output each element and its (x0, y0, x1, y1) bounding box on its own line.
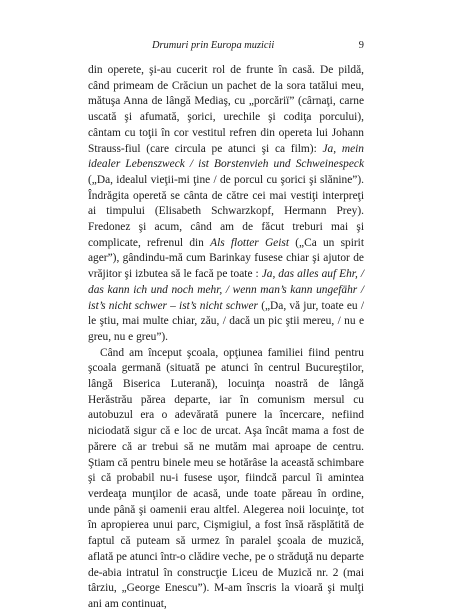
italic-quote: Ja, das alles auf Ehr, / das kann ich und noch mehr, / wenn man’s kann ungefähr / ist’s nicht schwer – ist’s nicht schwer (88, 268, 364, 312)
text-run: Când am început şcoala, opţiunea familiei fiind pentru şcoala germană (situată pe atunci în centrul Bucureştilor, lângă Biserica Luterană), locuinţa noastră de lângă Herăstrău părea departe, iar în comunism mersul cu autobuzul era o adevărată punere la încercare, nefiind niciodată sigur că e loc de urcat. Aşa încât mama a fost de părere că ar trebui să ne mutăm mai aproape de centru. Ştiam că pentru binele meu se hotărâse la această schimbare şi că probabil nu-i fusese uşor, fiindcă parcul îi amintea verdeaţa munţilor de acasă, unde toate păreau în ordine, unde până şi oamenii erau altfel. Alegerea noii locuinţe, tot în apropierea unui parc, Cişmigiul, a fost însă răsplătită de faptul că puteam să urmez în paralel şcoala de muzică, aflată pe atunci într-o clădire veche, pe o străduţă nu departe de-abia intratul în construcţie Liceu de Muzică nr. 2 (mai târziu, „George Enescu”). M-am înscris la vioară şi mulţi ani am continuat, (88, 346, 364, 610)
text-run: („Ca un spirit ager”), gândindu-mă cum Barinkay fusese chiar şi ajutor de vrăjitor şi izbutea să le facă pe toate : (88, 236, 365, 281)
body-text (88, 63, 364, 613)
page-number: 9 (358, 40, 364, 51)
text-run: („Da, vă jur, toate eu / le ştiu, mai multe chiar, zău, / dacă un pic ştii mereu, / nu e greu, nu e greu”). (88, 299, 364, 343)
running-header (88, 39, 364, 53)
italic-quote: Ja, mein idealer Lebenszweck / ist Borstenvieh und Schweinespeck (88, 142, 364, 171)
paragraph (88, 346, 364, 613)
text-run: („Da, idealul vieţii-mi ţine / de porcul cu şorici şi slănine”). Îndrăgita operetă se cânta de către cei mai vestiţi interpreţi ai timpului (Elisabeth Schwarzkopf, Hermann Prey). Fredonez şi acum, când am de făcut treburi mai şi complicate, refrenul din (88, 173, 364, 249)
italic-quote: Als flotter Geist (210, 236, 290, 249)
paragraph (88, 63, 364, 346)
text-run: din operete, şi-au cucerit rol de frunte în casă. De pildă, când primeam de Crăciun un pachet de la sora tatălui meu, mătuşa Anna de lângă Mediaş, cu „porcărії” (cârnaţi, carne uscată şi afumată, şorici, urechile şi codiţa porcului), cântam cu toţii în cor vestitul refren din opereta lui Johann Strauss-fiul (care circula pe atunci şi ca film): (88, 64, 364, 155)
running-title: Drumuri prin Europa muzicii (152, 40, 275, 51)
